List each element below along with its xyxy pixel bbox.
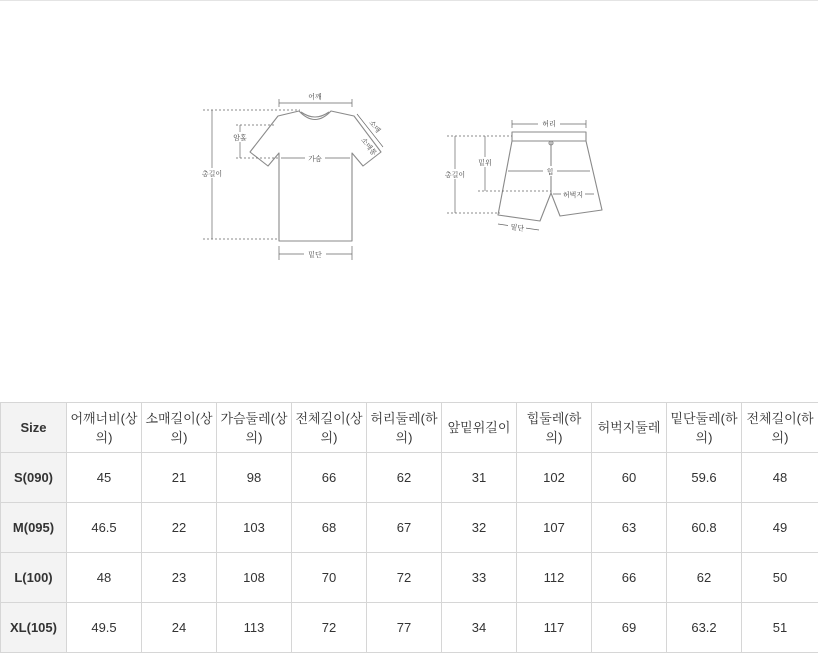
table-cell: 60.8 (667, 503, 742, 553)
shorts-waistband-icon (512, 132, 586, 141)
table-cell: 63 (592, 503, 667, 553)
table-cell: 66 (292, 453, 367, 503)
tshirt-figure (250, 111, 381, 241)
size-label-cell: XL(105) (1, 603, 67, 653)
label-hip: 힙 (546, 168, 554, 176)
header-front-rise: 앞밑위길이 (442, 403, 517, 453)
label-thigh: 허벅지 (562, 191, 584, 199)
table-cell: 102 (517, 453, 592, 503)
table-cell: 107 (517, 503, 592, 553)
header-hem: 밑단둘레(하의) (667, 403, 742, 453)
table-cell: 117 (517, 603, 592, 653)
table-cell: 66 (592, 553, 667, 603)
table-cell: 113 (217, 603, 292, 653)
size-label-cell: L(100) (1, 553, 67, 603)
table-cell: 32 (442, 503, 517, 553)
table-cell: 46.5 (67, 503, 142, 553)
table-cell: 49.5 (67, 603, 142, 653)
label-waist: 허리 (542, 120, 556, 128)
table-cell: 23 (142, 553, 217, 603)
header-thigh: 허벅지둘레 (592, 403, 667, 453)
label-sleeve: 소매 (367, 118, 382, 135)
shorts-outline-icon (498, 141, 602, 221)
table-cell: 24 (142, 603, 217, 653)
table-cell: 59.6 (667, 453, 742, 503)
label-sleeve-opening: 소매통 (359, 136, 378, 158)
table-cell: 67 (367, 503, 442, 553)
table-cell: 72 (292, 603, 367, 653)
table-cell: 34 (442, 603, 517, 653)
table-cell: 69 (592, 603, 667, 653)
table-cell: 62 (667, 553, 742, 603)
shorts-figure (498, 132, 602, 221)
header-chest: 가슴둘레(상의) (217, 403, 292, 453)
header-size: Size (1, 403, 67, 453)
size-label-cell: S(090) (1, 453, 67, 503)
label-bottom-total-length: 총길이 (444, 171, 466, 179)
table-cell: 77 (367, 603, 442, 653)
label-rise: 밑위 (478, 159, 492, 167)
header-bottom-total-length: 전체길이(하의) (742, 403, 818, 453)
label-bottom-hem: 밑단 (510, 223, 525, 233)
size-table (0, 402, 818, 653)
table-cell: 51 (742, 603, 818, 653)
shorts-measure-lines (444, 120, 594, 230)
header-sleeve-length: 소매길이(상의) (142, 403, 217, 453)
table-cell: 33 (442, 553, 517, 603)
tshirt-outline-icon (250, 111, 381, 241)
table-cell: 31 (442, 453, 517, 503)
table-cell: 98 (217, 453, 292, 503)
table-cell: 60 (592, 453, 667, 503)
header-waist: 허리둘레(하의) (367, 403, 442, 453)
table-row (1, 503, 818, 553)
header-shoulder-width: 어깨너비(상의) (67, 403, 142, 453)
label-shoulder: 어깨 (308, 93, 322, 101)
table-cell: 49 (742, 503, 818, 553)
label-chest: 가슴 (308, 155, 322, 163)
tshirt-labels (202, 91, 383, 259)
label-top-hem: 밑단 (308, 251, 322, 259)
header-top-total-length: 전체길이(상의) (292, 403, 367, 453)
table-cell: 22 (142, 503, 217, 553)
label-armhole: 암홀 (233, 134, 247, 142)
table-row (1, 603, 818, 653)
table-cell: 112 (517, 553, 592, 603)
size-label-cell: M(095) (1, 503, 67, 553)
table-cell: 68 (292, 503, 367, 553)
label-top-total-length: 총길이 (201, 170, 223, 178)
table-row (1, 553, 818, 603)
table-cell: 62 (367, 453, 442, 503)
table-cell: 48 (742, 453, 818, 503)
table-cell: 45 (67, 453, 142, 503)
table-cell: 103 (217, 503, 292, 553)
table-cell: 63.2 (667, 603, 742, 653)
tshirt-measure-lines (203, 99, 383, 260)
table-cell: 48 (67, 553, 142, 603)
table-cell: 50 (742, 553, 818, 603)
table-header-row (1, 403, 818, 453)
header-hip: 힙둘레(하의) (517, 403, 592, 453)
table-cell: 108 (217, 553, 292, 603)
table-cell: 72 (367, 553, 442, 603)
table-cell: 70 (292, 553, 367, 603)
table-cell: 21 (142, 453, 217, 503)
table-row (1, 453, 818, 503)
